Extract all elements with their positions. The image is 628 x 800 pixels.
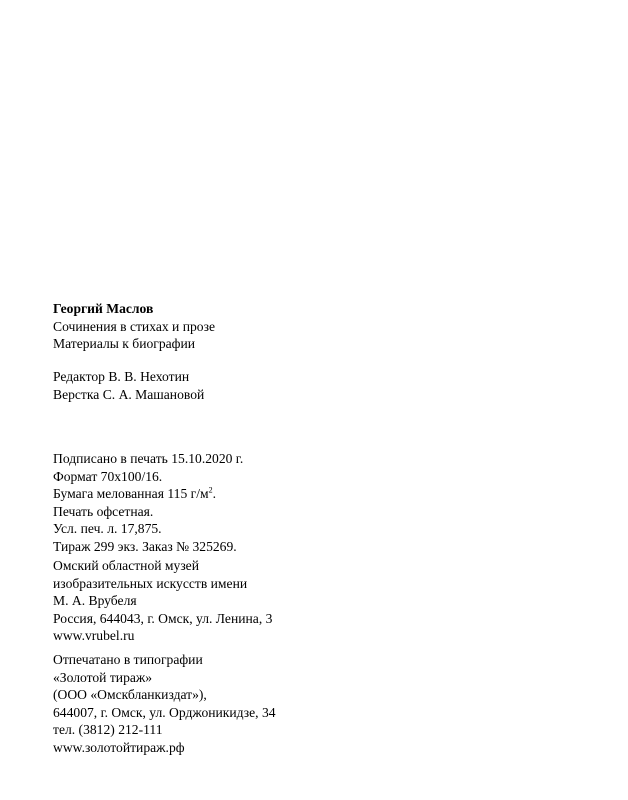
paper-type-text: Бумага мелованная 115 г/м bbox=[53, 486, 209, 501]
paper-type bbox=[53, 485, 243, 503]
publisher-address: Россия, 644043, г. Омск, ул. Ленина, 3 bbox=[53, 610, 273, 626]
printed-sheets: Усл. печ. л. 17,875. bbox=[53, 521, 162, 536]
printer-line-2: «Золотой тираж» bbox=[53, 669, 153, 685]
paper-type-end: . bbox=[212, 486, 217, 501]
publisher-website: www.vrubel.ru bbox=[53, 628, 135, 643]
printer-line-3: (ООО «Омскбланкиздат»), bbox=[53, 687, 207, 702]
printer-phone: тел. (3812) 212-111 bbox=[53, 722, 163, 737]
publisher-line-3: М. А. Врубеля bbox=[53, 593, 137, 608]
printer-website: www.золотойтираж.рф bbox=[53, 739, 185, 755]
book-subtitle: Материалы к биографии bbox=[53, 336, 196, 351]
signed-date: Подписано в печать 15.10.2020 г. bbox=[53, 451, 244, 466]
print-specs bbox=[53, 450, 243, 555]
layout-credit: Верстка С. А. Машановой bbox=[53, 386, 205, 402]
paper-format: Формат 70x100/16. bbox=[53, 468, 163, 484]
imprint-header bbox=[53, 300, 215, 353]
paper-type-sup: 2 bbox=[208, 485, 213, 495]
author-name: Георгий Маслов bbox=[53, 301, 154, 316]
book-title: Сочинения в стихах и прозе bbox=[53, 318, 215, 334]
credits bbox=[53, 368, 204, 403]
publisher-info bbox=[53, 557, 272, 645]
printer-address: 644007, г. Омск, ул. Орджоникидзе, 34 bbox=[53, 704, 276, 720]
printer-line-1: Отпечатано в типографии bbox=[53, 652, 203, 667]
publisher-line-2: изобразительных искусств имени bbox=[53, 575, 248, 591]
editor-credit: Редактор В. В. Нехотин bbox=[53, 369, 190, 384]
publisher-line-1: Омский областной музей bbox=[53, 558, 199, 573]
printer-info bbox=[53, 651, 276, 756]
printing-method: Печать офсетная. bbox=[53, 503, 154, 519]
print-run: Тираж 299 экз. Заказ № 325269. bbox=[53, 538, 237, 554]
